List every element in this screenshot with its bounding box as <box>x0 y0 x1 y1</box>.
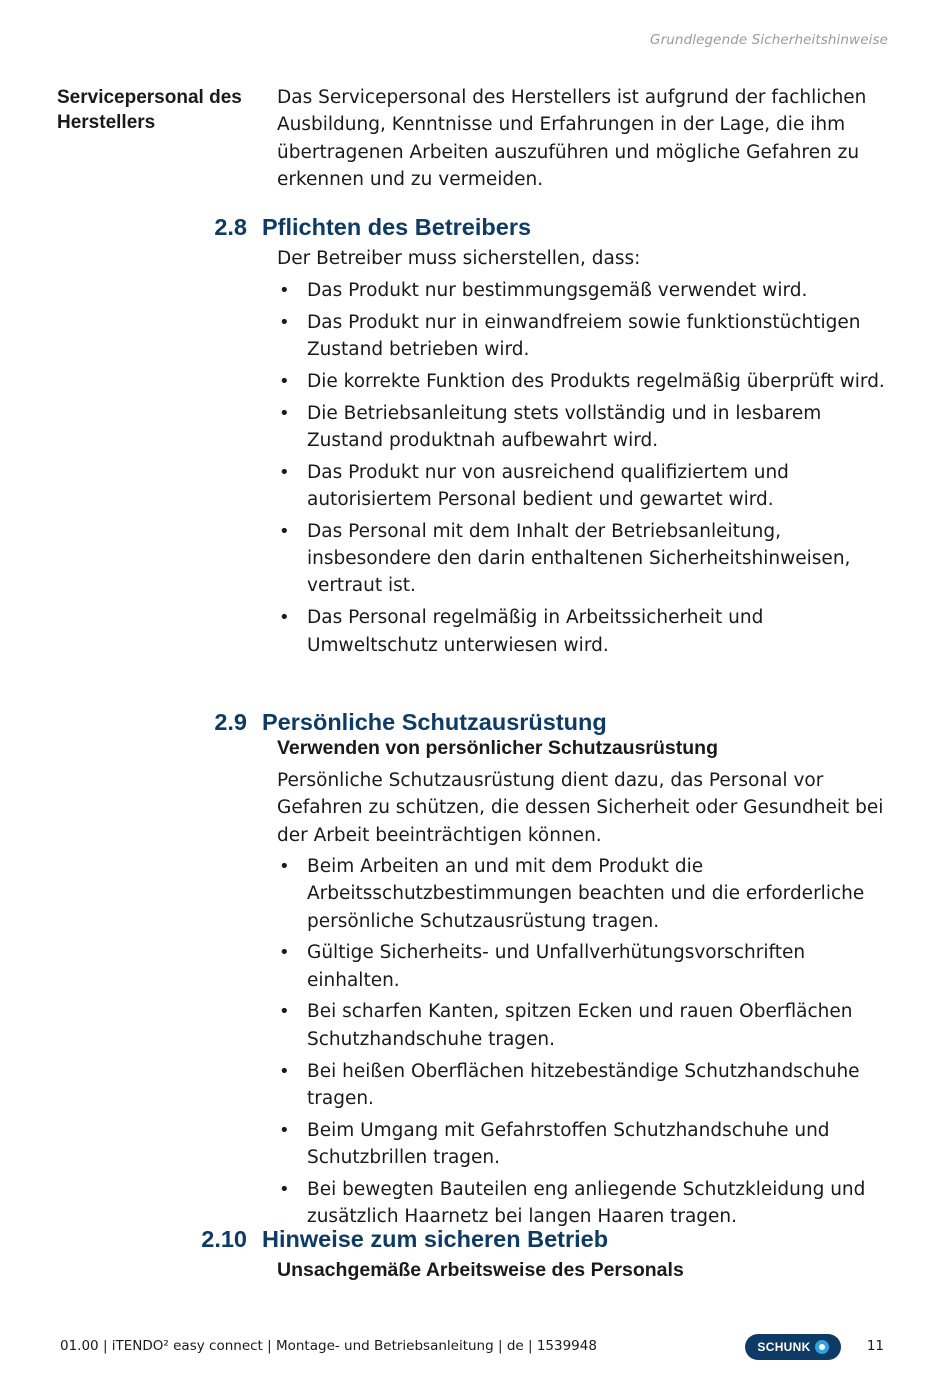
list-item-text: Die Betriebsanleitung stets vollständig und in lesbarem Zustand produktnah aufbewahrt wird. <box>307 402 822 451</box>
section-2-9-subtitle: Verwenden von persönlicher Schutzausrüstung <box>277 737 719 759</box>
bullet-icon: • <box>279 607 290 629</box>
list-item-text: Das Personal mit dem Inhalt der Betriebsanleitung, insbesondere den darin enthaltenen Sicherheitshinweisen, vertraut ist. <box>307 520 851 597</box>
list-item-text: Das Produkt nur von ausreichend qualifiziertem und autorisiertem Personal bedient und gewartet wird. <box>307 461 789 511</box>
section-number: 2.8 <box>214 214 247 240</box>
list-item <box>277 939 897 994</box>
list-item <box>277 277 897 304</box>
list-item-text: Das Produkt nur bestimmungsgemäß verwendet wird. <box>307 280 808 301</box>
list-item-text: Beim Arbeiten an und mit dem Produkt die Arbeitsschutzbestimmungen beachten und die erforderliche persönliche Schutzausrüstung tragen. <box>307 856 865 932</box>
list-item <box>277 459 897 514</box>
schunk-logo <box>745 1334 841 1360</box>
list-item <box>277 400 897 455</box>
bullet-icon: • <box>279 461 290 483</box>
list-item <box>277 309 897 364</box>
section-2-9-list-container <box>277 853 897 1235</box>
bullet-icon: • <box>279 1178 290 1200</box>
list-item-text: Gültige Sicherheits- und Unfallverhütungsvorschriften einhalten. <box>307 942 806 991</box>
list-item <box>277 368 897 395</box>
section-2-9-heading <box>200 707 900 737</box>
bullet-icon: • <box>279 942 290 964</box>
section-number: 2.9 <box>214 709 247 735</box>
section-2-9-list <box>277 853 897 1230</box>
running-head: Grundlegende Sicherheitshinweise <box>650 32 888 48</box>
section-2-8-list <box>277 277 897 659</box>
list-item <box>277 604 897 659</box>
section-2-9-intro: Persönliche Schutzausrüstung dient dazu, das Personal vor Gefahren zu schützen, die dessen Sicherheit oder Gesundheit bei der Arbeit beeinträchtigen können. <box>277 770 884 846</box>
bullet-icon: • <box>279 311 290 333</box>
page-number: 11 <box>866 1338 884 1354</box>
list-item-text: Bei heißen Oberflächen hitzebeständige Schutzhandschuhe tragen. <box>307 1060 860 1109</box>
bullet-icon: • <box>279 520 290 542</box>
section-2-10-subtitle: Unsachgemäße Arbeitsweise des Personals <box>277 1259 684 1281</box>
list-item-text: Das Produkt nur in einwandfreiem sowie funktionstüchtigen Zustand betrieben wird. <box>307 311 861 361</box>
list-item <box>277 853 897 935</box>
list-item-text: Beim Umgang mit Gefahrstoffen Schutzhandschuhe und Schutzbrillen tragen. <box>307 1119 830 1168</box>
bullet-icon: • <box>279 1060 290 1082</box>
list-item-text: Das Personal regelmäßig in Arbeitssicherheit und Umweltschutz unterwiesen wird. <box>307 607 764 656</box>
list-item <box>277 1176 897 1231</box>
bullet-icon: • <box>279 402 290 424</box>
section-title: Hinweise zum sicheren Betrieb <box>262 1226 609 1252</box>
list-item <box>277 1058 897 1113</box>
bullet-icon: • <box>279 370 290 392</box>
section-number: 2.10 <box>201 1226 247 1252</box>
list-item <box>277 998 897 1053</box>
list-item-text: Die korrekte Funktion des Produkts regelmäßig überprüft wird. <box>307 370 885 392</box>
section-title: Pflichten des Betreibers <box>262 214 532 240</box>
list-item <box>277 1117 897 1172</box>
bullet-icon: • <box>279 280 290 301</box>
bullet-icon: • <box>279 1119 290 1141</box>
section-2-10-heading <box>200 1224 900 1254</box>
logo-mark-icon <box>815 1340 829 1354</box>
service-label: Servicepersonal des Herstellers <box>57 87 242 133</box>
logo-text: SCHUNK <box>757 1340 811 1354</box>
list-item-text: Bei bewegten Bauteilen eng anliegende Schutzkleidung und zusätzlich Haarnetz bei langen Haaren tragen. <box>307 1178 866 1228</box>
list-item-text: Bei scharfen Kanten, spitzen Ecken und rauen Oberflächen Schutzhandschuhe tragen. <box>307 1001 853 1050</box>
bullet-icon: • <box>279 856 290 877</box>
bullet-icon: • <box>279 1001 290 1023</box>
section-2-8-intro: Der Betreiber muss sicherstellen, dass: <box>277 248 641 269</box>
service-text: Das Servicepersonal des Herstellers ist aufgrund der fachlichen Ausbildung, Kenntnisse und Erfahrungen in der Lage, die ihm übertragenen Arbeiten auszuführen und mögliche Gefahren zu erkennen und zu vermeiden. <box>277 87 867 190</box>
section-2-8-heading <box>200 212 900 242</box>
section-2-8-list-container <box>277 277 897 663</box>
section-title: Persönliche Schutzausrüstung <box>262 709 607 735</box>
footer-doc-info: 01.00 | iTENDO² easy connect | Montage- und Betriebsanleitung | de | 1539948 <box>60 1338 597 1354</box>
list-item <box>277 518 897 600</box>
